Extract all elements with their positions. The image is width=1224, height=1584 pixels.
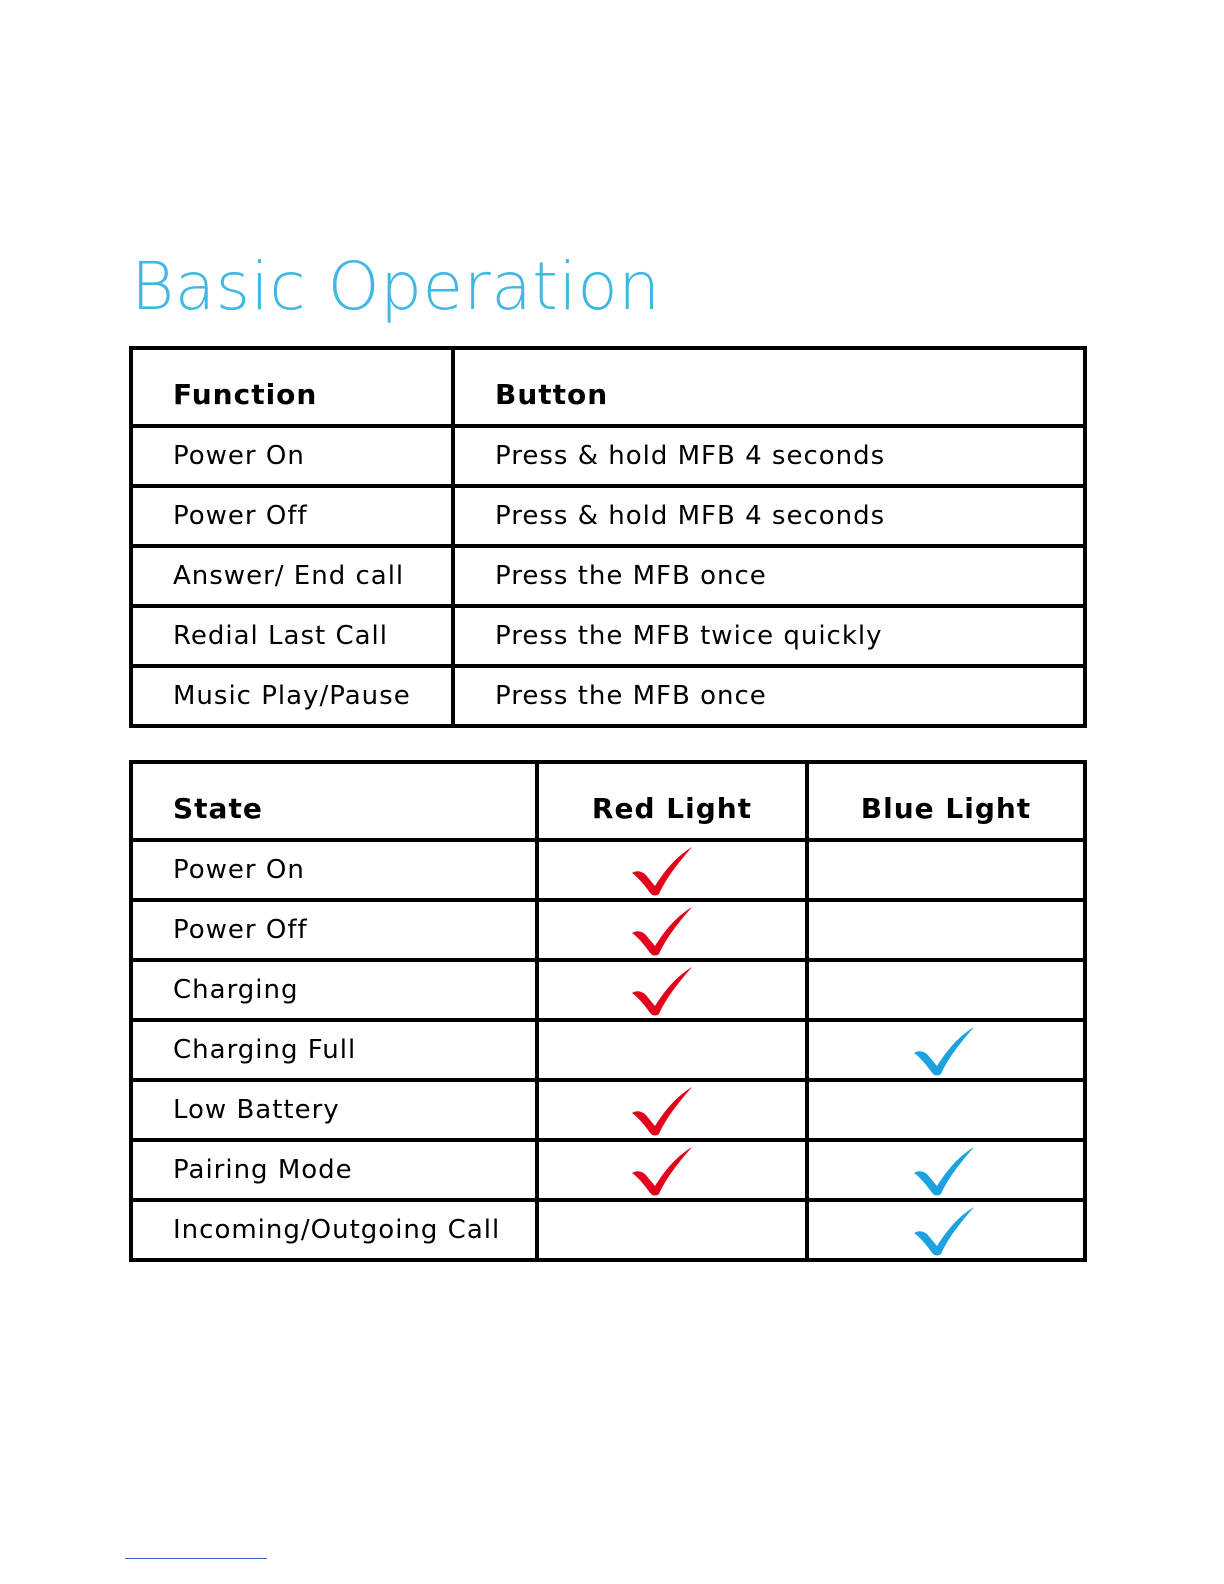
table-row	[131, 960, 1085, 1020]
column-header-button: Button	[453, 348, 1085, 426]
blue-light-cell	[807, 1140, 1085, 1200]
button-cell: Press the MFB once	[453, 546, 1085, 606]
red-light-cell	[537, 900, 807, 960]
checkmark-icon	[631, 966, 693, 1016]
function-cell: Power On	[131, 426, 453, 486]
table-header-row	[131, 348, 1085, 426]
button-cell: Press the MFB twice quickly	[453, 606, 1085, 666]
column-header-red-light: Red Light	[537, 762, 807, 840]
checkmark-icon	[913, 1026, 975, 1076]
state-cell: Charging	[131, 960, 537, 1020]
functions-table	[129, 346, 1087, 728]
checkmark-icon	[631, 846, 693, 896]
state-cell: Incoming/Outgoing Call	[131, 1200, 537, 1260]
table-row	[131, 1080, 1085, 1140]
state-cell: Pairing Mode	[131, 1140, 537, 1200]
state-cell: Charging Full	[131, 1020, 537, 1080]
function-cell: Answer/ End call	[131, 546, 453, 606]
table-row	[131, 1200, 1085, 1260]
red-light-cell	[537, 960, 807, 1020]
function-cell: Redial Last Call	[131, 606, 453, 666]
table-row	[131, 606, 1085, 666]
blue-light-cell	[807, 1020, 1085, 1080]
red-light-cell	[537, 1140, 807, 1200]
table-row	[131, 840, 1085, 900]
function-cell: Music Play/Pause	[131, 666, 453, 726]
red-light-cell	[537, 1020, 807, 1080]
blue-light-cell	[807, 900, 1085, 960]
function-cell: Power Off	[131, 486, 453, 546]
red-light-cell	[537, 1200, 807, 1260]
table-row	[131, 486, 1085, 546]
footer-rule	[125, 1558, 267, 1559]
state-cell: Power Off	[131, 900, 537, 960]
column-header-function: Function	[131, 348, 453, 426]
blue-light-cell	[807, 840, 1085, 900]
column-header-blue-light: Blue Light	[807, 762, 1085, 840]
state-cell: Power On	[131, 840, 537, 900]
table-row	[131, 426, 1085, 486]
checkmark-icon	[631, 1086, 693, 1136]
red-light-cell	[537, 1080, 807, 1140]
column-header-state: State	[131, 762, 537, 840]
red-light-cell	[537, 840, 807, 900]
button-cell: Press & hold MFB 4 seconds	[453, 486, 1085, 546]
states-table	[129, 760, 1087, 1262]
table-header-row	[131, 762, 1085, 840]
state-cell: Low Battery	[131, 1080, 537, 1140]
blue-light-cell	[807, 1080, 1085, 1140]
table-row	[131, 1140, 1085, 1200]
button-cell: Press the MFB once	[453, 666, 1085, 726]
blue-light-cell	[807, 1200, 1085, 1260]
table-row	[131, 666, 1085, 726]
table-row	[131, 900, 1085, 960]
checkmark-icon	[913, 1206, 975, 1256]
blue-light-cell	[807, 960, 1085, 1020]
page-title: Basic Operation	[131, 248, 661, 325]
checkmark-icon	[631, 1146, 693, 1196]
table-row	[131, 1020, 1085, 1080]
table-row	[131, 546, 1085, 606]
checkmark-icon	[913, 1146, 975, 1196]
checkmark-icon	[631, 906, 693, 956]
button-cell: Press & hold MFB 4 seconds	[453, 426, 1085, 486]
